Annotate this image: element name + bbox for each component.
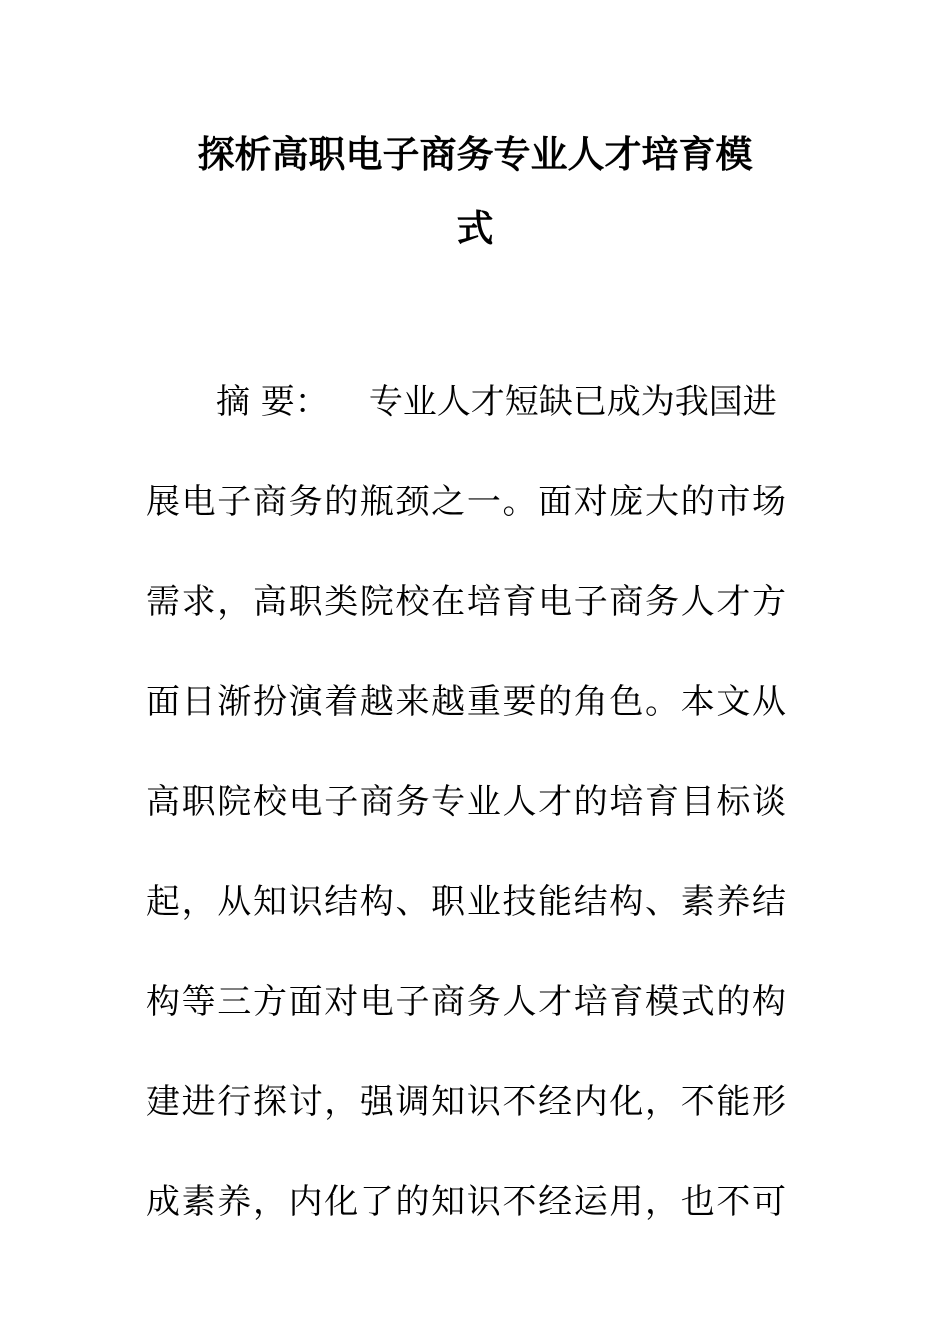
abstract-label: 摘 要： [216, 382, 329, 422]
abstract-first-line [216, 382, 776, 422]
abstract-line-4: 面日渐扮演着越来越重要的角色。本文从 [146, 682, 786, 722]
abstract-line-8: 建进行探讨，强调知识不经内化，不能形 [146, 1082, 786, 1122]
abstract-line-1-text: 专业人才短缺已成为我国进 [368, 382, 777, 422]
document-title-line-2: 式 [456, 206, 494, 250]
abstract-line-2: 展电子商务的瓶颈之一。面对庞大的市场 [146, 482, 786, 522]
abstract-line-7: 构等三方面对电子商务人才培育模式的构 [146, 982, 786, 1022]
abstract-line-5: 高职院校电子商务专业人才的培育目标谈 [146, 782, 786, 822]
abstract-line-9: 成素养，内化了的知识不经运用，也不可 [146, 1182, 786, 1222]
abstract-line-6: 起，从知识结构、职业技能结构、素养结 [146, 882, 786, 922]
abstract-line-3: 需求，高职类院校在培育电子商务人才方 [146, 582, 786, 622]
document-title-line-1: 探析高职电子商务专业人才培育模 [197, 132, 753, 176]
